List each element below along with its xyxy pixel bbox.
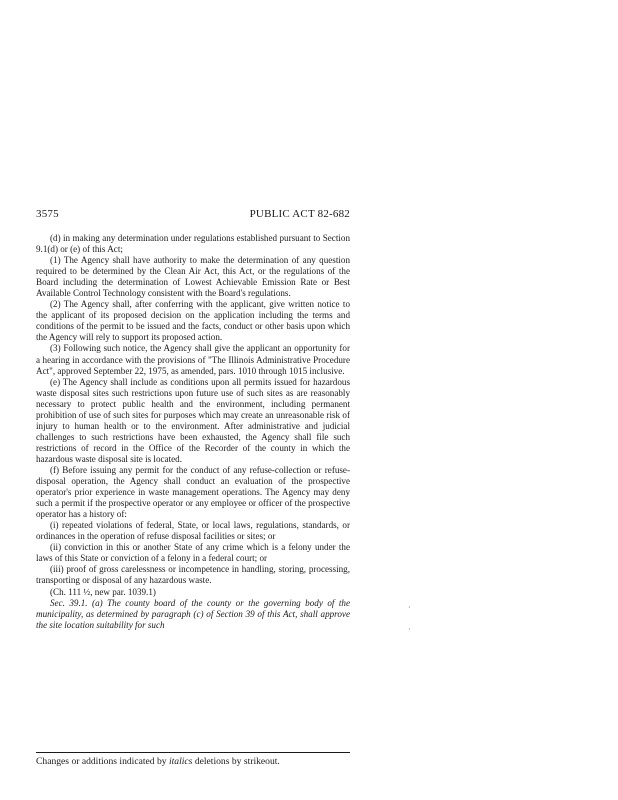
paragraph-d-determination: (d) in making any determination under regulations established pursuant to Section 9.1(d) or (e) of this Act; (36, 233, 350, 255)
paragraph-ii-conviction: (ii) conviction in this or another State of any crime which is a felony under the laws of this State or conviction of a felony in a federal court; or (36, 542, 350, 564)
running-head: PUBLIC ACT 82-682 (249, 208, 350, 220)
margin-mark: · (408, 603, 411, 612)
section-39-1 (36, 598, 350, 631)
paragraph-f-evaluation: (f) Before issuing any permit for the conduct of any refuse-collection or refuse-disposal operation, the Agency shall conduct an evaluation of the prospective operator's prior experience in waste management operations. The Agency may deny such a permit if the prospective operator or any employee or officer of the prospective operator has a history of: (36, 464, 350, 520)
section-label: Sec. 39.1. (50, 597, 88, 608)
margin-mark: · (408, 625, 411, 634)
paragraph-i-violations: (i) repeated violations of federal, State, or local laws, regulations, standards, or ordinances in the operation of refuse disposal facilities or sites; or (36, 520, 350, 542)
page-header (36, 208, 350, 224)
page-number: 3575 (36, 208, 59, 220)
footnote-rule (36, 752, 350, 753)
footnote-italics-word: italics (168, 756, 193, 767)
paragraph-iii-carelessness: (iii) proof of gross carelessness or incompetence in handling, storing, processing, transporting or disposal of any hazardous waste. (36, 564, 350, 586)
body-text (36, 233, 350, 631)
footnote (36, 756, 350, 768)
footnote-prefix: Changes or additions indicated by (36, 756, 169, 767)
paragraph-citation: (Ch. 111 ½, new par. 1039.1) (50, 586, 156, 597)
paragraph-3-hearing: (3) Following such notice, the Agency shall give the applicant an opportunity for a hearing in accordance with the provisions of "The Illinois Administrative Procedure Act", approved September 22, 1975, as amended, pars. 1010 through 1015 inclusive. (36, 343, 350, 376)
paragraph-2-notice: (2) The Agency shall, after conferring with the applicant, give written notice to the applicant of its proposed decision on the application including the terms and conditions of the permit to be issued and the facts, conduct or other basis upon which the Agency will rely to support its proposed action. (36, 299, 350, 343)
paragraph-e-restrictions: (e) The Agency shall include as conditions upon all permits issued for hazardous waste disposal sites such restrictions upon future use of such sites as are reasonably necessary to protect public health and the environment, including permanent prohibition of use of such sites for purposes which may create an unreasonable risk of injury to human health or to the environment. After administrative and judicial challenges to such restrictions have been exhausted, the Agency shall file such restrictions of record in the Office of the Recorder of the county in which the hazardous waste disposal site is located. (36, 376, 350, 464)
section-text: (a) The county board of the county or the governing body of the municipality, as determined by paragraph (c) of Section 39 of this Act, shall approve the site location suitability for such (36, 597, 350, 630)
paragraph-1-authority: (1) The Agency shall have authority to make the determination of any question required to be determined by the Clean Air Act, this Act, or the regulations of the Board including the determination of Lowest Achievable Emission Rate or Best Available Control Technology consistent with the Board's regulations. (36, 255, 350, 299)
footnote-suffix: deletions by strikeout. (192, 756, 280, 767)
